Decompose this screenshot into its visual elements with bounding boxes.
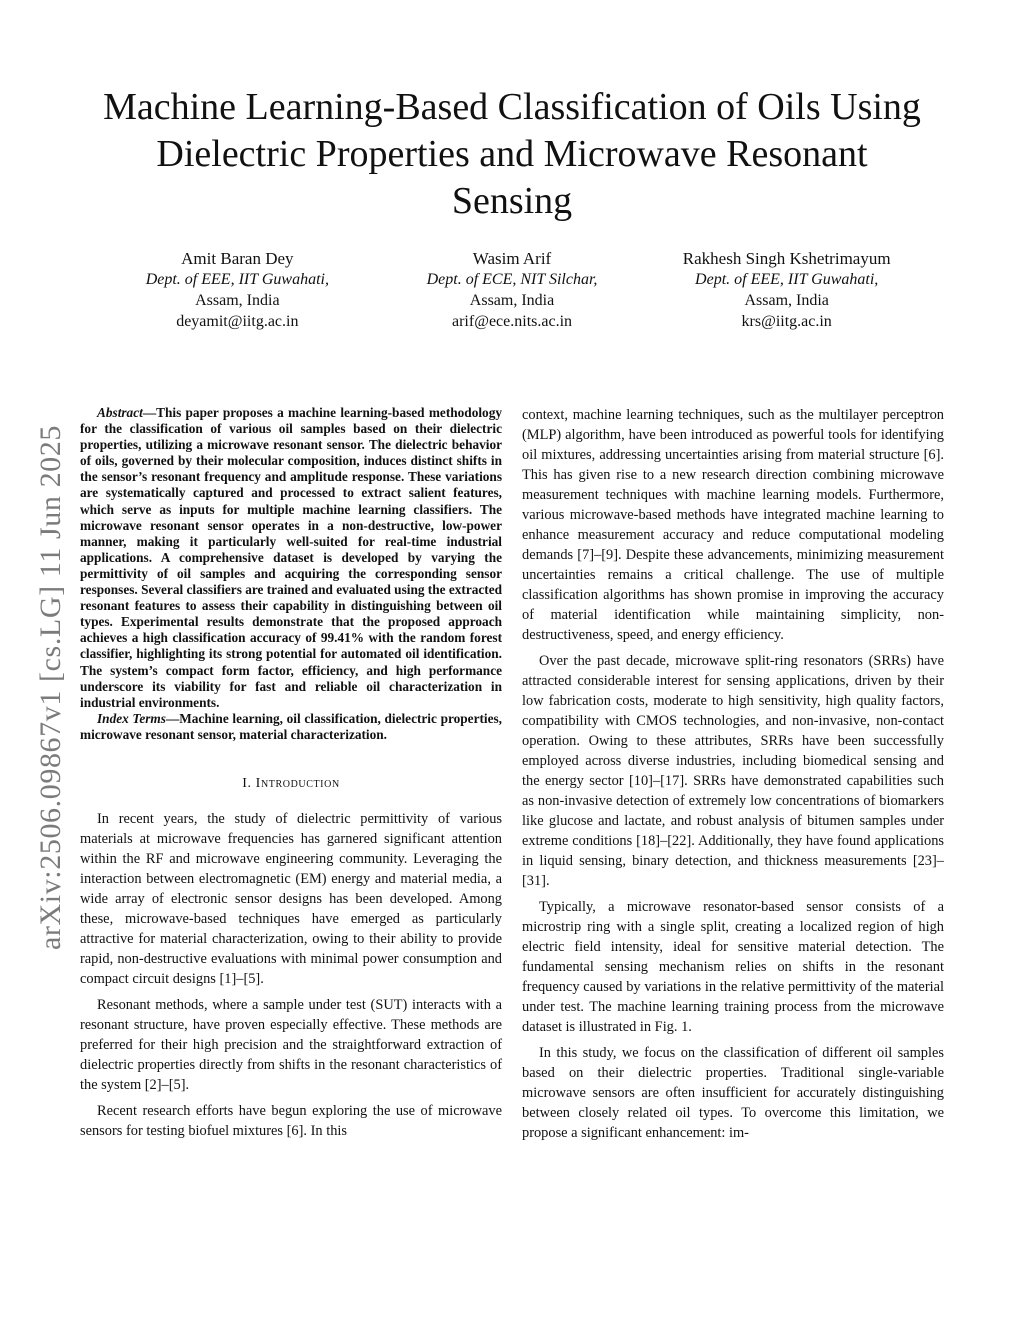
author-name: Wasim Arif xyxy=(472,249,552,268)
author-3 xyxy=(649,248,924,332)
author-name: Rakhesh Singh Kshetrimayum xyxy=(682,249,891,268)
abstract-label: Abstract xyxy=(97,405,143,420)
intro-paragraph: In this study, we focus on the classification of different oil samples based on their dielectric properties. Traditional single-variable microwave sensors are often insufficient for accurately distinguishing between closely related oil types. To overcome this limitation, we propose a significant enhancement: im- xyxy=(522,1045,944,1141)
section-heading-introduction: I. Introduction xyxy=(242,775,340,791)
abstract-text: —This paper proposes a machine learning-based methodology for the classification of various oil samples based on their dielectric properties, utilizing a microwave resonant sensor. The dielectric behavior of oils, governed by their molecular composition, induces distinct shifts in the sensor’s resonant frequency and amplitude response. These variations are systematically captured and processed to extract salient features, which serve as inputs for multiple machine learning classifiers. The microwave resonant sensor operates in a non-destructive, low-power manner, making it particularly well-suited for real-time industrial applications. A comprehensive dataset is developed by varying the permittivity of oil samples and acquiring the corresponding sensor responses. Several classifiers are trained and evaluated using the extracted resonant features to assess their capability in distinguishing between oil types. Experimental results demonstrate that the proposed approach achieves a high classification accuracy of 99.41% with the random forest classifier, highlighting its strong potential for automated oil identification. The system’s compact form factor, efficiency, and high performance underscore its viability for fast and reliable oil characterization in industrial environments. xyxy=(80,405,503,710)
author-name: Amit Baran Dey xyxy=(181,249,294,268)
index-terms xyxy=(80,711,502,743)
author-affiliation: Dept. of EEE, IIT Guwahati, xyxy=(145,271,329,288)
author-affiliation: Dept. of ECE, NIT Silchar, xyxy=(426,271,598,288)
author-affiliation: Dept. of EEE, IIT Guwahati, xyxy=(695,271,879,288)
paper-title: Machine Learning-Based Classification of Oils Using Dielectric Properties and Microwave Resonant Sensing xyxy=(103,86,921,222)
intro-paragraph: In recent years, the study of dielectric permittivity of various materials at microwave frequencies has garnered significant attention within the RF and microwave engineering community. Leveraging the interaction between electromagnetic (EM) energy and material media, a wide array of electronic sensor designs has been developed. Among these, microwave-based techniques have emerged as particularly attractive for material characterization, owing to their ability to provide rapid, non-destructive evaluations with minimal power consumption and compact circuit designs [1]–[5]. xyxy=(80,810,502,987)
author-email[interactable]: deyamit@iitg.ac.in xyxy=(176,313,299,330)
author-email[interactable]: krs@iitg.ac.in xyxy=(741,313,832,330)
author-1 xyxy=(100,248,375,332)
abstract xyxy=(80,405,502,711)
intro-paragraph-continued: context, machine learning techniques, such as the multilayer perceptron (MLP) algorithm, have been introduced as powerful tools for identifying oil mixtures, addressing uncertainties arising from material structure [6]. This has given rise to a new research direction combining microwave measurement techniques with machine learning models. Furthermore, various microwave-based methods have integrated machine learning to enhance measurement accuracy and reduce computational modeling demands [7]–[9]. Despite these advancements, minimizing measurement uncertainties remains a critical challenge. The use of multiple classification algorithms has shown promise in improving the accuracy of material identification while maintaining simplicity, non-destructiveness, speed, and energy efficiency. xyxy=(522,407,944,643)
author-2 xyxy=(375,248,650,332)
author-location: Assam, India xyxy=(195,292,280,309)
author-location: Assam, India xyxy=(744,292,829,309)
index-terms-text: —Machine learning, oil classification, dielectric properties, microwave resonant sensor, material characterization. xyxy=(80,710,502,742)
intro-paragraph: Recent research efforts have begun exploring the use of microwave sensors for testing biofuel mixtures [6]. In this xyxy=(80,1102,502,1139)
right-column xyxy=(522,405,944,1149)
arxiv-identifier[interactable]: arXiv:2506.09867v1 [cs.LG] 11 Jun 2025 xyxy=(34,425,67,950)
intro-paragraph: Over the past decade, microwave split-ring resonators (SRRs) have attracted considerable interest for sensing applications, driven by their low fabrication costs, moderate to high sensitivity, high quality factors, compatibility with CMOS technologies, and non-invasive, non-contact operation. Owing to these attributes, SRRs have been successfully employed across diverse industries, including biomedical sensing and the energy sector [10]–[17]. SRRs have demonstrated capabilities such as non-invasive detection of extremely low concentrations of biomarkers like glucose and lactate, and robust analysis of bitumen samples under extreme conditions [18]–[22]. Additionally, they have found applications in liquid sensing, binary detection, and thickness measurements [23]–[31]. xyxy=(522,653,944,889)
author-location: Assam, India xyxy=(469,292,555,309)
author-block xyxy=(100,248,924,332)
left-column xyxy=(80,405,502,1147)
index-terms-label: Index Terms xyxy=(97,710,166,726)
intro-paragraph: Resonant methods, where a sample under test (SUT) interacts with a resonant structure, have proven especially effective. These methods are preferred for their high precision and the straightforward extraction of dielectric properties directly from shifts in the resonant characteristics of the system [2]–[5]. xyxy=(80,996,502,1093)
intro-paragraph: Typically, a microwave resonator-based sensor consists of a microstrip ring with a single split, creating a localized region of high electric field intensity, ideal for sensitive material detection. The fundamental sensing mechanism relies on shifts in the resonant frequency caused by variations in the relative permittivity of the material under test. The machine learning training process from the microwave dataset is illustrated in Fig. 1. xyxy=(522,899,944,1035)
author-email[interactable]: arif@ece.nits.ac.in xyxy=(452,313,573,330)
